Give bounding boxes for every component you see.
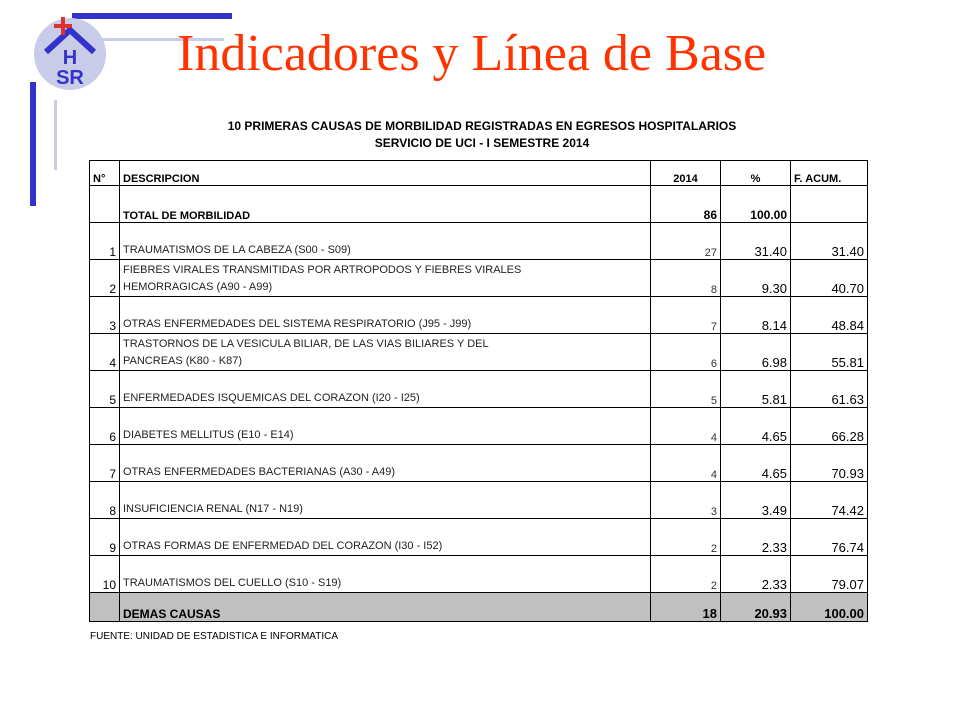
row-number: 8	[90, 482, 120, 519]
demas-percent: 20.93	[721, 593, 791, 622]
row-percent: 3.49	[721, 482, 791, 519]
row-description: OTRAS FORMAS DE ENFERMEDAD DEL CORAZON (I30 - I52)	[123, 540, 443, 552]
row-cumulative: 31.40	[791, 223, 868, 260]
row-percent: 2.33	[721, 519, 791, 556]
row-cumulative: 55.81	[791, 334, 868, 371]
row-cumulative: 66.28	[791, 408, 868, 445]
row-cumulative: 76.74	[791, 519, 868, 556]
row-number: 6	[90, 408, 120, 445]
row-percent: 9.30	[721, 260, 791, 297]
row-cumulative: 40.70	[791, 260, 868, 297]
row-count: 2	[651, 556, 721, 593]
col-header-percent: %	[721, 161, 791, 186]
row-count: 27	[651, 223, 721, 260]
source-note: FUENTE: UNIDAD DE ESTADISTICA E INFORMATICA	[90, 631, 338, 642]
row-description: PANCREAS (K80 - K87)	[123, 355, 243, 367]
row-count: 3	[651, 482, 721, 519]
row-description: TRAUMATISMOS DEL CUELLO (S10 - S19)	[123, 577, 342, 589]
col-header-cumulative: F. ACUM.	[791, 161, 868, 186]
total-percent: 100.00	[721, 186, 791, 223]
row-percent: 4.65	[721, 408, 791, 445]
total-count: 86	[651, 186, 721, 223]
row-count: 7	[651, 297, 721, 334]
row-number: 5	[90, 371, 120, 408]
row-description: ENFERMEDADES ISQUEMICAS DEL CORAZON (I20 - I25)	[123, 392, 420, 404]
row-percent: 5.81	[721, 371, 791, 408]
row-description: OTRAS ENFERMEDADES BACTERIANAS (A30 - A49)	[123, 466, 396, 478]
row-cumulative: 61.63	[791, 371, 868, 408]
table-row	[90, 519, 868, 556]
row-count: 8	[651, 260, 721, 297]
row-count: 4	[651, 445, 721, 482]
row-description: INSUFICIENCIA RENAL (N17 - N19)	[123, 503, 303, 515]
row-cumulative: 70.93	[791, 445, 868, 482]
row-description: OTRAS ENFERMEDADES DEL SISTEMA RESPIRATORIO (J95 - J99)	[123, 318, 472, 330]
table-row	[90, 445, 868, 482]
col-header-description: DESCRIPCION	[120, 161, 651, 186]
row-description-line1: TRASTORNOS DE LA VESICULA BILIAR, DE LAS VIAS BILIARES Y DEL	[123, 338, 489, 350]
row-cumulative: 79.07	[791, 556, 868, 593]
row-number: 2	[90, 260, 120, 297]
demas-cumulative: 100.00	[791, 593, 868, 622]
table-row	[90, 297, 868, 334]
decorative-line-left	[30, 82, 36, 206]
row-number: 4	[90, 334, 120, 371]
row-count: 2	[651, 519, 721, 556]
slide-title: Indicadores y Línea de Base	[177, 25, 767, 82]
row-percent: 6.98	[721, 334, 791, 371]
row-percent: 31.40	[721, 223, 791, 260]
morbidity-table	[89, 160, 868, 622]
table-row	[90, 556, 868, 593]
decorative-line-left-light	[54, 100, 57, 170]
table-row	[90, 260, 868, 297]
demas-causas-row	[90, 593, 868, 622]
row-description: TRAUMATISMOS DE LA CABEZA (S00 - S09)	[123, 244, 351, 256]
row-percent: 2.33	[721, 556, 791, 593]
svg-text:SR: SR	[56, 67, 84, 89]
row-count: 4	[651, 408, 721, 445]
row-cumulative: 74.42	[791, 482, 868, 519]
row-number: 7	[90, 445, 120, 482]
demas-count: 18	[651, 593, 721, 622]
table-row	[90, 482, 868, 519]
table-row	[90, 371, 868, 408]
table-heading: 10 PRIMERAS CAUSAS DE MORBILIDAD REGISTRADAS EN EGRESOS HOSPITALARIOS	[227, 119, 737, 133]
row-number: 1	[90, 223, 120, 260]
row-count: 5	[651, 371, 721, 408]
col-header-number: N°	[90, 161, 120, 186]
svg-text:H: H	[62, 47, 78, 69]
table-row	[90, 223, 868, 260]
row-number: 9	[90, 519, 120, 556]
row-description-line1: FIEBRES VIRALES TRANSMITIDAS POR ARTROPODOS Y FIEBRES VIRALES	[123, 264, 522, 276]
row-cumulative: 48.84	[791, 297, 868, 334]
row-count: 6	[651, 334, 721, 371]
table-row	[90, 334, 868, 371]
hsr-logo	[30, 14, 110, 94]
table-subheading: SERVICIO DE UCI - I SEMESTRE 2014	[374, 136, 590, 150]
row-description: HEMORRAGICAS (A90 - A99)	[123, 281, 273, 293]
row-percent: 8.14	[721, 297, 791, 334]
col-header-year: 2014	[651, 161, 721, 186]
table-header-row	[90, 161, 868, 186]
total-label: TOTAL DE MORBILIDAD	[120, 186, 651, 223]
row-description: DIABETES MELLITUS (E10 - E14)	[123, 429, 294, 441]
row-number: 3	[90, 297, 120, 334]
table-row	[90, 408, 868, 445]
demas-label: DEMAS CAUSAS	[120, 593, 651, 622]
total-row	[90, 186, 868, 223]
row-number: 10	[90, 556, 120, 593]
row-percent: 4.65	[721, 445, 791, 482]
